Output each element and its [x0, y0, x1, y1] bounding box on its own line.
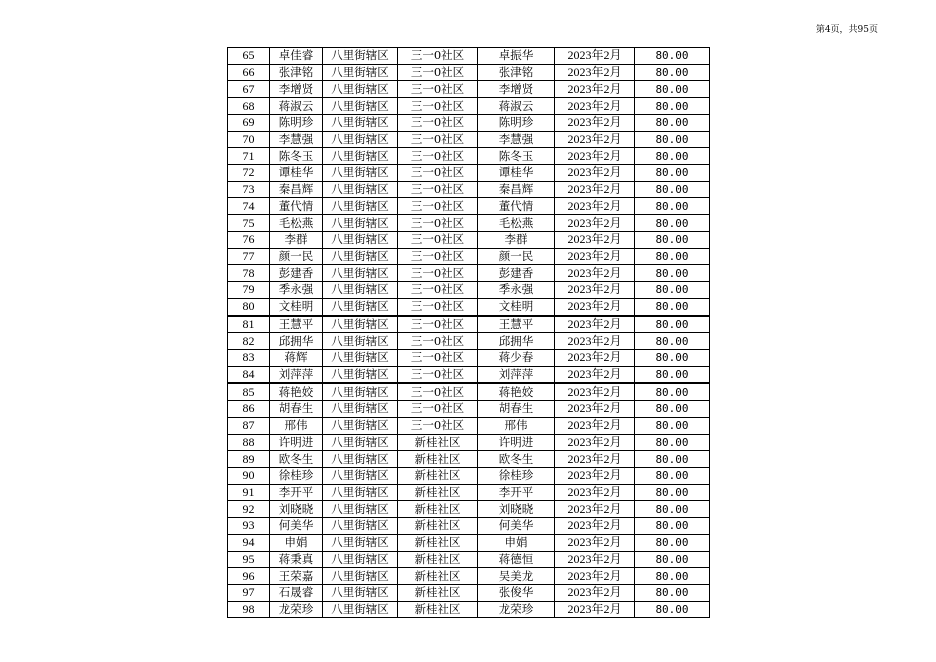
street-office-cell: 八里街辖区 [323, 148, 398, 165]
row-number-cell: 73 [228, 181, 270, 198]
payment-month-cell: 2023年2月 [555, 417, 635, 434]
row-number-cell: 96 [228, 568, 270, 585]
community-name-cell: 新桂社区 [398, 568, 478, 585]
street-office-cell: 八里街辖区 [323, 298, 398, 315]
street-office-cell: 八里街辖区 [323, 165, 398, 182]
payee-name-cell: 邱拥华 [478, 333, 555, 350]
street-office-cell: 八里街辖区 [323, 248, 398, 265]
payment-month-cell: 2023年2月 [555, 518, 635, 535]
payment-month-cell: 2023年2月 [555, 265, 635, 282]
row-number-cell: 95 [228, 551, 270, 568]
payment-month-cell: 2023年2月 [555, 349, 635, 366]
table-row [228, 64, 710, 81]
payment-amount-cell: 80.00 [635, 568, 710, 585]
row-number-cell: 67 [228, 81, 270, 98]
payment-month-cell: 2023年2月 [555, 383, 635, 400]
table-row [228, 534, 710, 551]
row-number-cell: 82 [228, 333, 270, 350]
payment-amount-cell: 80.00 [635, 265, 710, 282]
table-row [228, 601, 710, 618]
community-name-cell: 三一0社区 [398, 215, 478, 232]
community-name-cell: 新桂社区 [398, 551, 478, 568]
table-row [228, 131, 710, 148]
payment-month-cell: 2023年2月 [555, 148, 635, 165]
payment-month-cell: 2023年2月 [555, 131, 635, 148]
payment-amount-cell: 80.00 [635, 434, 710, 451]
community-name-cell: 三一0社区 [398, 98, 478, 115]
payee-name-cell: 季永强 [478, 282, 555, 299]
street-office-cell: 八里街辖区 [323, 534, 398, 551]
table-row [228, 434, 710, 451]
payee-name-cell: 申娟 [478, 534, 555, 551]
payment-amount-cell: 80.00 [635, 131, 710, 148]
table-row [228, 48, 710, 65]
payee-name-cell: 李群 [478, 231, 555, 248]
community-name-cell: 新桂社区 [398, 501, 478, 518]
recipient-name-cell: 王荣嘉 [270, 568, 323, 585]
row-number-cell: 97 [228, 585, 270, 602]
street-office-cell: 八里街辖区 [323, 349, 398, 366]
payee-name-cell: 吴美龙 [478, 568, 555, 585]
recipient-name-cell: 毛松燕 [270, 215, 323, 232]
recipient-name-cell: 卓佳睿 [270, 48, 323, 65]
recipient-name-cell: 刘萍萍 [270, 366, 323, 383]
street-office-cell: 八里街辖区 [323, 265, 398, 282]
row-number-cell: 77 [228, 248, 270, 265]
street-office-cell: 八里街辖区 [323, 401, 398, 418]
street-office-cell: 八里街辖区 [323, 181, 398, 198]
payment-amount-cell: 80.00 [635, 484, 710, 501]
recipient-name-cell: 刘晓晓 [270, 501, 323, 518]
community-name-cell: 新桂社区 [398, 484, 478, 501]
payee-name-cell: 龙荣珍 [478, 601, 555, 618]
payment-month-cell: 2023年2月 [555, 601, 635, 618]
community-name-cell: 三一0社区 [398, 248, 478, 265]
payment-month-cell: 2023年2月 [555, 114, 635, 131]
payment-amount-cell: 80.00 [635, 181, 710, 198]
street-office-cell: 八里街辖区 [323, 366, 398, 383]
payment-month-cell: 2023年2月 [555, 484, 635, 501]
recipient-name-cell: 欧冬生 [270, 451, 323, 468]
recipient-name-cell: 蒋淑云 [270, 98, 323, 115]
page-number: 第4页，共95页 [815, 25, 878, 35]
payment-month-cell: 2023年2月 [555, 401, 635, 418]
payment-amount-cell: 80.00 [635, 114, 710, 131]
street-office-cell: 八里街辖区 [323, 417, 398, 434]
street-office-cell: 八里街辖区 [323, 316, 398, 333]
payment-amount-cell: 80.00 [635, 417, 710, 434]
recipient-name-cell: 王慧平 [270, 316, 323, 333]
payment-amount-cell: 80.00 [635, 198, 710, 215]
row-number-cell: 98 [228, 601, 270, 618]
community-name-cell: 三一0社区 [398, 131, 478, 148]
payee-name-cell: 刘萍萍 [478, 366, 555, 383]
payment-month-cell: 2023年2月 [555, 501, 635, 518]
payment-amount-cell: 80.00 [635, 248, 710, 265]
recipient-name-cell: 徐桂珍 [270, 467, 323, 484]
payment-amount-cell: 80.00 [635, 401, 710, 418]
table-row [228, 231, 710, 248]
payee-name-cell: 蒋德恒 [478, 551, 555, 568]
row-number-cell: 94 [228, 534, 270, 551]
payee-name-cell: 蒋艳姣 [478, 383, 555, 400]
payment-month-cell: 2023年2月 [555, 198, 635, 215]
payment-amount-cell: 80.00 [635, 282, 710, 299]
street-office-cell: 八里街辖区 [323, 131, 398, 148]
payment-amount-cell: 80.00 [635, 585, 710, 602]
row-number-cell: 85 [228, 383, 270, 400]
recipient-name-cell: 何美华 [270, 518, 323, 535]
community-name-cell: 三一0社区 [398, 231, 478, 248]
table-row [228, 585, 710, 602]
recipient-name-cell: 李慧强 [270, 131, 323, 148]
row-number-cell: 88 [228, 434, 270, 451]
community-name-cell: 新桂社区 [398, 518, 478, 535]
street-office-cell: 八里街辖区 [323, 568, 398, 585]
recipient-name-cell: 石晟睿 [270, 585, 323, 602]
street-office-cell: 八里街辖区 [323, 114, 398, 131]
recipient-name-cell: 文桂明 [270, 298, 323, 315]
table-row [228, 551, 710, 568]
recipient-name-cell: 李增贤 [270, 81, 323, 98]
payee-name-cell: 蒋少春 [478, 349, 555, 366]
community-name-cell: 新桂社区 [398, 534, 478, 551]
row-number-cell: 92 [228, 501, 270, 518]
payment-amount-cell: 80.00 [635, 501, 710, 518]
community-name-cell: 三一0社区 [398, 265, 478, 282]
row-number-cell: 90 [228, 467, 270, 484]
payee-name-cell: 许明进 [478, 434, 555, 451]
table-row [228, 383, 710, 400]
row-number-cell: 81 [228, 316, 270, 333]
payment-amount-cell: 80.00 [635, 551, 710, 568]
payment-amount-cell: 80.00 [635, 451, 710, 468]
payment-month-cell: 2023年2月 [555, 231, 635, 248]
table-row [228, 467, 710, 484]
payment-month-cell: 2023年2月 [555, 585, 635, 602]
payee-name-cell: 刘晓晓 [478, 501, 555, 518]
recipient-name-cell: 邢伟 [270, 417, 323, 434]
payee-name-cell: 毛松燕 [478, 215, 555, 232]
row-number-cell: 89 [228, 451, 270, 468]
street-office-cell: 八里街辖区 [323, 48, 398, 65]
payee-name-cell: 李慧强 [478, 131, 555, 148]
row-number-cell: 84 [228, 366, 270, 383]
recipient-name-cell: 李开平 [270, 484, 323, 501]
row-number-cell: 79 [228, 282, 270, 299]
payee-name-cell: 卓振华 [478, 48, 555, 65]
payee-name-cell: 李增贤 [478, 81, 555, 98]
row-number-cell: 66 [228, 64, 270, 81]
street-office-cell: 八里街辖区 [323, 81, 398, 98]
row-number-cell: 78 [228, 265, 270, 282]
payment-month-cell: 2023年2月 [555, 64, 635, 81]
recipient-name-cell: 胡春生 [270, 401, 323, 418]
street-office-cell: 八里街辖区 [323, 383, 398, 400]
payee-name-cell: 何美华 [478, 518, 555, 535]
payment-amount-cell: 80.00 [635, 64, 710, 81]
community-name-cell: 新桂社区 [398, 451, 478, 468]
payee-name-cell: 陈明珍 [478, 114, 555, 131]
recipient-name-cell: 张津铭 [270, 64, 323, 81]
payment-amount-cell: 80.00 [635, 98, 710, 115]
recipient-name-cell: 许明进 [270, 434, 323, 451]
payment-month-cell: 2023年2月 [555, 98, 635, 115]
row-number-cell: 86 [228, 401, 270, 418]
community-name-cell: 新桂社区 [398, 601, 478, 618]
payee-name-cell: 谭桂华 [478, 165, 555, 182]
payee-name-cell: 邢伟 [478, 417, 555, 434]
street-office-cell: 八里街辖区 [323, 451, 398, 468]
table-row [228, 316, 710, 333]
table-row [228, 114, 710, 131]
row-number-cell: 71 [228, 148, 270, 165]
recipient-name-cell: 龙荣珍 [270, 601, 323, 618]
street-office-cell: 八里街辖区 [323, 231, 398, 248]
payee-name-cell: 欧冬生 [478, 451, 555, 468]
table-row [228, 518, 710, 535]
payee-name-cell: 胡春生 [478, 401, 555, 418]
payment-month-cell: 2023年2月 [555, 165, 635, 182]
payee-name-cell: 张津铭 [478, 64, 555, 81]
community-name-cell: 三一0社区 [398, 114, 478, 131]
recipient-name-cell: 秦昌辉 [270, 181, 323, 198]
table-row [228, 248, 710, 265]
community-name-cell: 新桂社区 [398, 434, 478, 451]
recipient-name-cell: 陈明珍 [270, 114, 323, 131]
payment-amount-cell: 80.00 [635, 333, 710, 350]
street-office-cell: 八里街辖区 [323, 601, 398, 618]
payee-name-cell: 董代情 [478, 198, 555, 215]
recipient-name-cell: 蒋辉 [270, 349, 323, 366]
community-name-cell: 三一0社区 [398, 349, 478, 366]
recipient-name-cell: 董代情 [270, 198, 323, 215]
street-office-cell: 八里街辖区 [323, 198, 398, 215]
table-row [228, 484, 710, 501]
payment-month-cell: 2023年2月 [555, 467, 635, 484]
street-office-cell: 八里街辖区 [323, 551, 398, 568]
recipient-name-cell: 李群 [270, 231, 323, 248]
payment-amount-cell: 80.00 [635, 316, 710, 333]
street-office-cell: 八里街辖区 [323, 501, 398, 518]
payment-amount-cell: 80.00 [635, 215, 710, 232]
row-number-cell: 74 [228, 198, 270, 215]
table-row [228, 568, 710, 585]
payment-month-cell: 2023年2月 [555, 366, 635, 383]
street-office-cell: 八里街辖区 [323, 484, 398, 501]
street-office-cell: 八里街辖区 [323, 333, 398, 350]
recipient-name-cell: 陈冬玉 [270, 148, 323, 165]
payment-month-cell: 2023年2月 [555, 282, 635, 299]
row-number-cell: 69 [228, 114, 270, 131]
recipient-name-cell: 季永强 [270, 282, 323, 299]
row-number-cell: 68 [228, 98, 270, 115]
row-number-cell: 80 [228, 298, 270, 315]
payee-name-cell: 蒋淑云 [478, 98, 555, 115]
payment-month-cell: 2023年2月 [555, 81, 635, 98]
table-row [228, 198, 710, 215]
payment-amount-cell: 80.00 [635, 148, 710, 165]
recipient-name-cell: 蒋艳姣 [270, 383, 323, 400]
payee-name-cell: 文桂明 [478, 298, 555, 315]
recipient-name-cell: 谭桂华 [270, 165, 323, 182]
payment-month-cell: 2023年2月 [555, 434, 635, 451]
payment-month-cell: 2023年2月 [555, 568, 635, 585]
payment-month-cell: 2023年2月 [555, 333, 635, 350]
street-office-cell: 八里街辖区 [323, 98, 398, 115]
subsidy-table [227, 47, 710, 618]
community-name-cell: 新桂社区 [398, 467, 478, 484]
street-office-cell: 八里街辖区 [323, 282, 398, 299]
payment-amount-cell: 80.00 [635, 366, 710, 383]
table-body [228, 48, 710, 618]
table-row [228, 98, 710, 115]
street-office-cell: 八里街辖区 [323, 215, 398, 232]
row-number-cell: 91 [228, 484, 270, 501]
community-name-cell: 三一0社区 [398, 48, 478, 65]
recipient-name-cell: 彭建香 [270, 265, 323, 282]
payment-month-cell: 2023年2月 [555, 451, 635, 468]
street-office-cell: 八里街辖区 [323, 585, 398, 602]
payee-name-cell: 彭建香 [478, 265, 555, 282]
payee-name-cell: 颜一民 [478, 248, 555, 265]
payee-name-cell: 徐桂珍 [478, 467, 555, 484]
community-name-cell: 三一0社区 [398, 366, 478, 383]
table-row [228, 265, 710, 282]
community-name-cell: 三一0社区 [398, 333, 478, 350]
row-number-cell: 76 [228, 231, 270, 248]
table-row [228, 401, 710, 418]
street-office-cell: 八里街辖区 [323, 434, 398, 451]
table-row [228, 501, 710, 518]
recipient-name-cell: 蒋秉真 [270, 551, 323, 568]
recipient-name-cell: 颜一民 [270, 248, 323, 265]
payment-month-cell: 2023年2月 [555, 298, 635, 315]
table-row [228, 417, 710, 434]
payment-month-cell: 2023年2月 [555, 534, 635, 551]
payment-amount-cell: 80.00 [635, 467, 710, 484]
community-name-cell: 三一0社区 [398, 401, 478, 418]
payment-amount-cell: 80.00 [635, 48, 710, 65]
payment-amount-cell: 80.00 [635, 165, 710, 182]
table-row [228, 451, 710, 468]
table-row [228, 333, 710, 350]
payment-amount-cell: 80.00 [635, 81, 710, 98]
payment-month-cell: 2023年2月 [555, 248, 635, 265]
row-number-cell: 83 [228, 349, 270, 366]
payment-amount-cell: 80.00 [635, 349, 710, 366]
community-name-cell: 三一0社区 [398, 417, 478, 434]
payment-amount-cell: 80.00 [635, 298, 710, 315]
payment-month-cell: 2023年2月 [555, 551, 635, 568]
payee-name-cell: 秦昌辉 [478, 181, 555, 198]
table-row [228, 215, 710, 232]
community-name-cell: 三一0社区 [398, 148, 478, 165]
table-row [228, 282, 710, 299]
payment-month-cell: 2023年2月 [555, 48, 635, 65]
table-row [228, 349, 710, 366]
payment-amount-cell: 80.00 [635, 231, 710, 248]
row-number-cell: 75 [228, 215, 270, 232]
payee-name-cell: 王慧平 [478, 316, 555, 333]
community-name-cell: 新桂社区 [398, 585, 478, 602]
row-number-cell: 65 [228, 48, 270, 65]
table-row [228, 165, 710, 182]
table-row [228, 148, 710, 165]
row-number-cell: 72 [228, 165, 270, 182]
street-office-cell: 八里街辖区 [323, 467, 398, 484]
community-name-cell: 三一0社区 [398, 282, 478, 299]
community-name-cell: 三一0社区 [398, 383, 478, 400]
payee-name-cell: 李开平 [478, 484, 555, 501]
row-number-cell: 93 [228, 518, 270, 535]
recipient-name-cell: 申娟 [270, 534, 323, 551]
table-row [228, 366, 710, 383]
street-office-cell: 八里街辖区 [323, 64, 398, 81]
community-name-cell: 三一0社区 [398, 298, 478, 315]
payment-amount-cell: 80.00 [635, 601, 710, 618]
payment-amount-cell: 80.00 [635, 518, 710, 535]
street-office-cell: 八里街辖区 [323, 518, 398, 535]
community-name-cell: 三一0社区 [398, 165, 478, 182]
payment-month-cell: 2023年2月 [555, 316, 635, 333]
community-name-cell: 三一0社区 [398, 81, 478, 98]
community-name-cell: 三一0社区 [398, 198, 478, 215]
payee-name-cell: 张俊华 [478, 585, 555, 602]
table-row [228, 81, 710, 98]
community-name-cell: 三一0社区 [398, 64, 478, 81]
payee-name-cell: 陈冬玉 [478, 148, 555, 165]
payment-amount-cell: 80.00 [635, 383, 710, 400]
payment-month-cell: 2023年2月 [555, 215, 635, 232]
row-number-cell: 87 [228, 417, 270, 434]
payment-amount-cell: 80.00 [635, 534, 710, 551]
row-number-cell: 70 [228, 131, 270, 148]
payment-month-cell: 2023年2月 [555, 181, 635, 198]
table-row [228, 181, 710, 198]
community-name-cell: 三一0社区 [398, 316, 478, 333]
community-name-cell: 三一0社区 [398, 181, 478, 198]
table-row [228, 298, 710, 315]
recipient-name-cell: 邱拥华 [270, 333, 323, 350]
